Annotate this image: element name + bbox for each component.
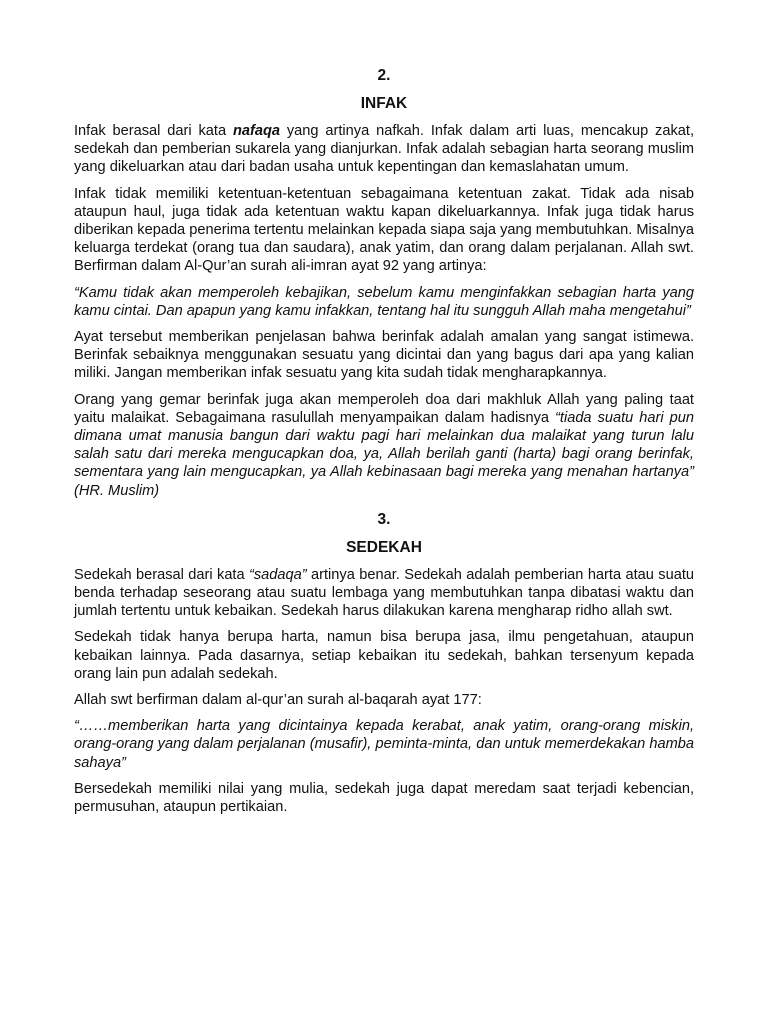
paragraph-sedekah-verse-intro: Allah swt berfirman dalam al-qur’an surah al-baqarah ayat 177: — [74, 692, 482, 709]
paragraph-sedekah-value: Bersedekah memiliki nilai yang mulia, sedekah juga dapat meredam saat terjadi kebencian, permusuhan, ataupun pertikaian. — [74, 780, 694, 816]
quote-ali-imran-92: “Kamu tidak akan memperoleh kebajikan, sebelum kamu menginfakkan sebagian harta yang kamu cintai. Dan apapun yang kamu infakkan, tentang hal itu sungguh Allah maha mengetahui” — [74, 284, 694, 319]
term-nafaqa: nafaqa — [232, 123, 280, 139]
paragraph-infak-explanation: Ayat tersebut memberikan penjelasan bahwa berinfak adalah amalan yang sangat istimewa. Berinfak sebaiknya menggunakan sesuatu yang dicintai dan yang bagus dari apa yang kalian miliki. Jangan memberikan infak sesuatu yang kita sudah tidak mengharapkannya. — [74, 329, 694, 382]
paragraph-sedekah-forms: Sedekah tidak hanya berupa harta, namun bisa berupa jasa, ilmu pengetahuan, ataupun kebaikan lainnya. Pada dasarnya, setiap kebaikan itu sedekah, bahkan tersenyum kepada orang lain pun adalah sedekah. — [74, 629, 694, 682]
text-run: artinya benar. Sedekah adalah pemberian harta atau suatu benda terhadap seseorang atau suatu lembaga yang membutuhkan tanpa dibatasi waktu dan jumlah tertentu untuk kebaikan. Sedekah harus dilakukan karena mengharap ridho allah swt. — [74, 566, 694, 620]
text-run: Sedekah berasal dari kata — [74, 566, 250, 583]
paragraph-infak-rules: Infak tidak memiliki ketentuan-ketentuan sebagaimana ketentuan zakat. Tidak ada nisab ataupun haul, juga tidak ada ketentuan waktu kapan dikeluarkannya. Infak juga tidak harus diberikan kepada penerima tertentu melainkan kepada siapa saja yang membutuhkan. Misalnya keluarga terdekat (orang tua dan saudara), anak yatim, dan orang dalam perjalanan. Allah swt. Berfirman dalam Al-Qur’an surah ali-imran ayat 92 yang artinya: — [74, 185, 694, 275]
text-run: Orang yang gemar berinfak juga akan memperoleh doa dari makhluk Allah yang paling taat yaitu malaikat. Sebagaimana rasulullah menyampaikan dalam hadisnya — [74, 391, 694, 426]
term-sadaqa: “sadaqa” — [249, 566, 307, 583]
paragraph-sedekah-definition — [74, 566, 694, 621]
paragraph-infak-definition — [74, 122, 694, 177]
text-run: Infak berasal dari kata — [74, 123, 233, 139]
document-page — [74, 66, 694, 824]
paragraph-infak-hadith — [74, 391, 694, 500]
section-number: 2. — [377, 67, 391, 84]
hadith-quote: “tiada suatu hari pun dimana umat manusia bangun dari waktu pagi hari melainkan dua malaikat yang turun lalu salah satu dari mereka mengucapkan doa, ya, Allah berilah ganti (harta) bagi orang berinfak, sementara yang lain mengucapkan, ya Allah kebinasaan bagi mereka yang menahan hartanya” (HR. Muslim) — [74, 409, 695, 499]
section-title-infak: INFAK — [360, 95, 408, 112]
quote-al-baqarah-177: “……memberikan harta yang dicintainya kepada kerabat, anak yatim, orang-orang miskin, orang-orang yang dalam perjalanan (musafir), peminta-minta, dan untuk memerdekakan hamba sahaya” — [74, 718, 694, 771]
section-number: 3. — [377, 510, 391, 528]
section-title-sedekah: SEDEKAH — [346, 538, 422, 556]
text-run: yang artinya nafkah. Infak dalam arti luas, mencakup zakat, sedekah dan pemberian sukarela yang dianjurkan. Infak adalah sebagian harta seorang muslim yang dikeluarkan atau dari badan usaha untuk kepentingan dan kemaslahatan umum. — [74, 123, 694, 176]
